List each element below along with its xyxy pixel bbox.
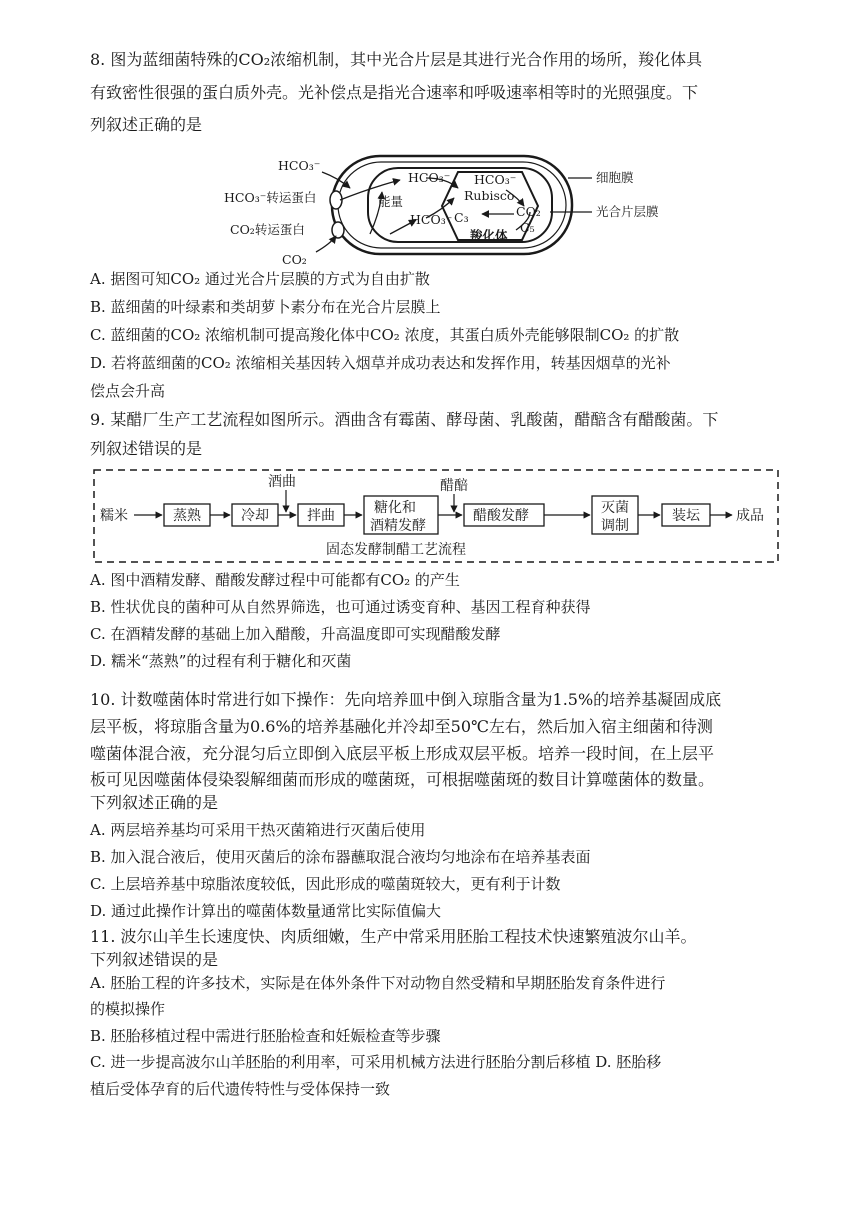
q11-option-d-cont: 植后受体孕育的后代遗传特性与受体保持一致 [90, 1080, 391, 1098]
q11-stem-line-2: 下列叙述错误的是 [90, 950, 219, 969]
flow-caption: 固态发酵制醋工艺流程 [326, 542, 466, 558]
q8-option-a: A. 据图可知CO₂ 通过光合片层膜的方式为自由扩散 [90, 270, 430, 288]
flow-step-blend: 调制 [601, 518, 629, 534]
label-carboxysome: 羧化体 [470, 228, 508, 243]
label-co2-bottom: CO₂ [282, 252, 307, 267]
flow-input-jiuqu: 酒曲 [268, 474, 296, 490]
q10-option-a: A. 两层培养基均可采用干热灭菌箱进行灭菌后使用 [90, 821, 426, 839]
q8-stem-line-1: 8. 图为蓝细菌特殊的CO₂浓缩机制，其中光合片层是其进行光合作用的场所，羧化体具 [90, 50, 703, 69]
q11-option-a-cont: 的模拟操作 [90, 1000, 166, 1018]
q9-option-d: D. 糯米“蒸熟”的过程有利于糖化和灭菌 [90, 652, 352, 670]
label-hco3-inner-bottom: HCO₃⁻ [410, 212, 453, 227]
label-hco3-carboxysome: HCO₃⁻ [474, 172, 517, 187]
label-co2-carboxysome: CO₂ [516, 204, 541, 219]
label-hco3-top: HCO₃⁻ [278, 158, 321, 173]
flow-step-steam: 蒸熟 [173, 508, 201, 524]
q10-option-d: D. 通过此操作计算出的噬菌体数量通常比实际值偏大 [90, 902, 442, 920]
label-co2-transporter: CO₂转运蛋白 [230, 222, 305, 237]
label-c3: C₃ [454, 210, 469, 225]
flow-input-cupei: 醋醅 [440, 478, 468, 494]
q9-vinegar-process-flowchart [92, 468, 782, 566]
flow-step-alcohol-ferment: 酒精发酵 [370, 518, 426, 534]
q11-stem-line-1: 11. 波尔山羊生长速度快、肉质细嫩，生产中常采用胚胎工程技术快速繁殖波尔山羊。 [90, 927, 697, 946]
flow-step-sterilize: 灭菌 [601, 500, 629, 516]
q8-stem-line-2: 有致密性很强的蛋白质外壳。光补偿点是指光合速率和呼吸速率相等时的光照强度。下 [90, 83, 699, 102]
flow-step-acetic-ferment: 醋酸发酵 [473, 508, 529, 524]
label-thylakoid-membrane: 光合片层膜 [596, 204, 659, 219]
q9-option-c: C. 在酒精发酵的基础上加入醋酸，升高温度即可实现醋酸发酵 [90, 625, 501, 643]
q11-option-a: A. 胚胎工程的许多技术，实际是在体外条件下对动物自然受精和早期胚胎发育条件进行 [90, 974, 666, 992]
q8-option-d: D. 若将蓝细菌的CO₂ 浓缩相关基因转入烟草并成功表达和发挥作用，转基因烟草的光补 [90, 354, 671, 372]
q8-stem-line-3: 列叙述正确的是 [90, 115, 203, 134]
flow-step-cool: 冷却 [241, 508, 269, 524]
q9-option-b: B. 性状优良的菌种可从自然界筛选，也可通过诱变育种、基因工程育种获得 [90, 598, 591, 616]
q8-co2-mechanism-figure [220, 148, 660, 268]
q10-stem-line-2: 层平板，将琼脂含量为0.6%的培养基融化并冷却至50℃左右，然后加入宿主细菌和待测 [90, 717, 713, 736]
q8-option-d-cont: 偿点会升高 [90, 382, 166, 400]
co2-transporter-shape [332, 222, 344, 238]
flow-step-mix: 拌曲 [307, 508, 335, 524]
label-hco3-transporter: HCO₃⁻转运蛋白 [224, 190, 317, 205]
q10-stem-line-3: 噬菌体混合液，充分混匀后立即倒入底层平板上形成双层平板。培养一段时间，在上层平 [90, 744, 715, 763]
q10-option-c: C. 上层培养基中琼脂浓度较低，因此形成的噬菌斑较大，更有利于计数 [90, 875, 561, 893]
q10-option-b: B. 加入混合液后，使用灭菌后的涂布器蘸取混合液均匀地涂布在培养基表面 [90, 848, 591, 866]
label-cell-membrane: 细胞膜 [596, 170, 634, 185]
flow-start: 糯米 [100, 508, 128, 524]
q11-option-c-d: C. 进一步提高波尔山羊胚胎的利用率，可采用机械方法进行胚胎分割后移植 D. 胚胎移 [90, 1053, 662, 1071]
flow-step-saccharify: 糖化和 [374, 500, 416, 516]
q10-stem-line-5: 下列叙述正确的是 [90, 793, 219, 812]
q9-stem-line-2: 列叙述错误的是 [90, 439, 203, 458]
q11-option-b: B. 胚胎移植过程中需进行胚胎检查和妊娠检查等步骤 [90, 1027, 441, 1045]
q10-stem-line-1: 10. 计数噬菌体时常进行如下操作：先向培养皿中倒入琼脂含量为1.5%的培养基凝固成底 [90, 690, 722, 709]
q8-option-c: C. 蓝细菌的CO₂ 浓缩机制可提高羧化体中CO₂ 浓度，其蛋白质外壳能够限制CO₂ 的扩散 [90, 326, 680, 344]
label-hco3-inner-top: HCO₃⁻ [408, 170, 451, 185]
q9-stem-line-1: 9. 某醋厂生产工艺流程如图所示。酒曲含有霉菌、酵母菌、乳酸菌，醋醅含有醋酸菌。下 [90, 410, 719, 429]
flow-step-jar: 装坛 [672, 508, 700, 524]
q8-option-b: B. 蓝细菌的叶绿素和类胡萝卜素分布在光合片层膜上 [90, 298, 441, 316]
flow-end: 成品 [736, 508, 764, 524]
label-c5: C₅ [520, 220, 535, 235]
q10-stem-line-4: 板可见因噬菌体侵染裂解细菌而形成的噬菌斑，可根据噬菌斑的数目计算噬菌体的数量。 [90, 770, 715, 789]
label-energy: 能量 [378, 194, 404, 209]
label-rubisco: Rubisco [464, 188, 515, 203]
q9-option-a: A. 图中酒精发酵、醋酸发酵过程中可能都有CO₂ 的产生 [90, 571, 460, 589]
